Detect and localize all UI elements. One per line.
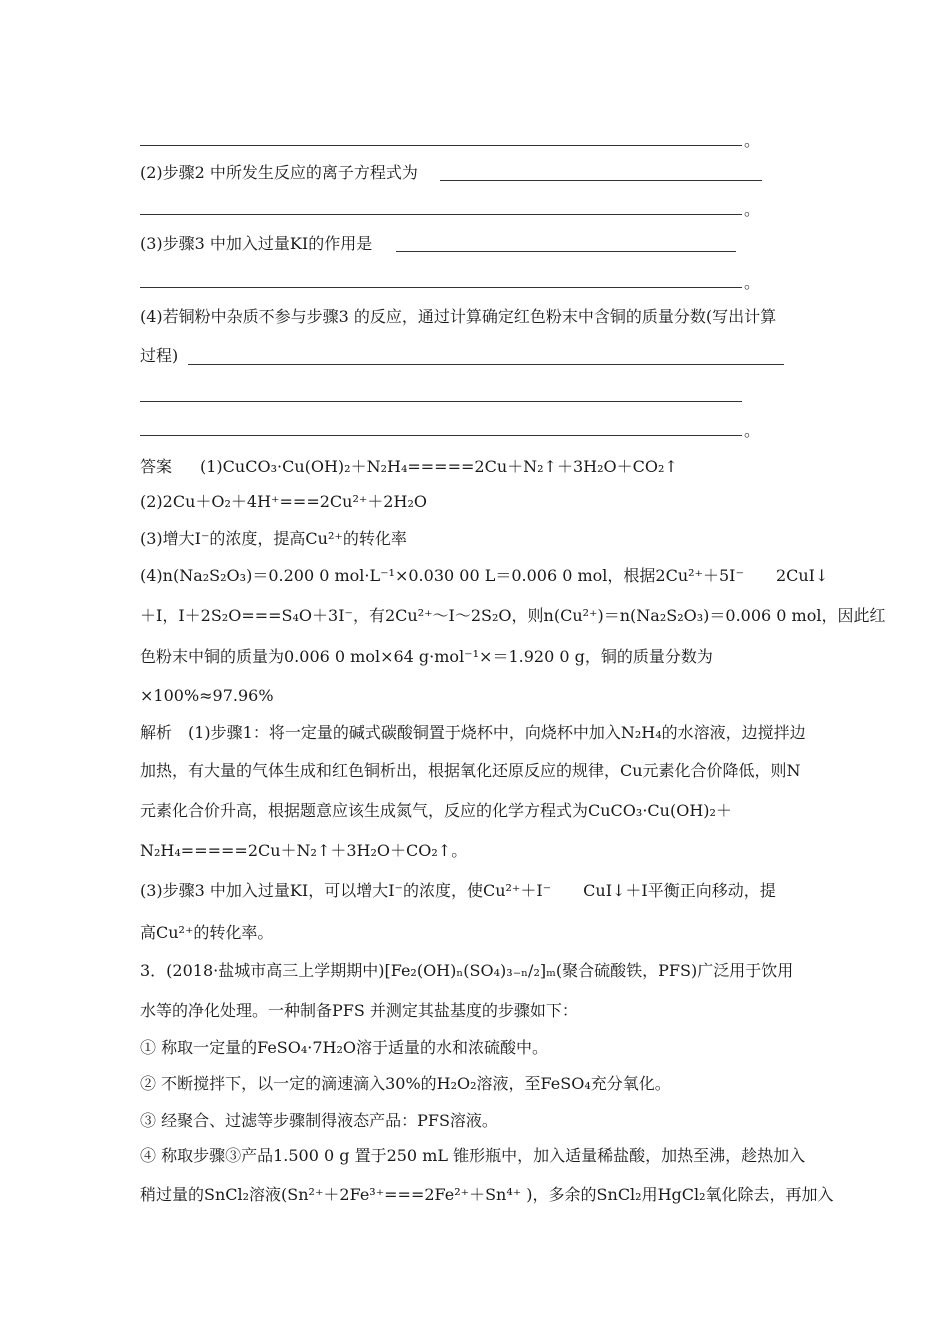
analysis-label: 解析 [140,723,173,742]
end-mark: 。 [744,421,761,440]
end-mark: 。 [744,200,761,219]
question3-line1: 3．(2018·盐城市高三上学期期中)[Fe₂(OH)ₙ(SO₄)₃₋ₙ/₂]ₘ(聚合硫酸铁，PFS)广泛用于饮用 [140,961,794,980]
answer-label: 答案 [140,457,173,476]
question3-line2: 水等的净化处理。一种制备PFS 并测定其盐基度的步骤如下： [140,1001,578,1020]
end-mark: 。 [744,273,761,292]
question-4-line1: (4)若铜粉中杂质不参与步骤3 的反应，通过计算确定红色粉末中含铜的质量分数(写出计算 [140,307,777,326]
answer-blank-line[interactable] [188,364,784,365]
answer-blank-line[interactable] [140,401,742,402]
end-mark: 。 [744,131,761,150]
answer-3: (3)增大I⁻的浓度，提高Cu²⁺的转化率 [140,529,407,548]
question3-step4-line1: ④ 称取步骤③产品1.500 0 g 置于250 mL 锥形瓶中，加入适量稀盐酸，加热至沸，趁热加入 [140,1146,806,1165]
analysis-line4: N₂H₄=====2Cu＋N₂↑＋3H₂O＋CO₂↑。 [140,841,468,860]
question-3-label: (3)步骤3 中加入过量KI的作用是 [140,234,373,253]
answer-4-line4: ×100%≈97.96% [140,686,274,705]
question-2-label: (2)步骤2 中所发生反应的离子方程式为 [140,163,418,182]
answer-4-line3: 色粉末中铜的质量为0.006 0 mol×64 g·mol⁻¹×＝1.920 0 g，铜的质量分数为 [140,647,713,666]
analysis-line6: 高Cu²⁺的转化率。 [140,923,274,942]
answer-1: (1)CuCO₃·Cu(OH)₂＋N₂H₄=====2Cu＋N₂↑＋3H₂O＋CO₂↑ [200,457,678,476]
question-4-line2: 过程) [140,346,179,365]
answer-blank-line[interactable] [140,435,742,436]
question3-step3: ③ 经聚合、过滤等步骤制得液态产品：PFS溶液。 [140,1111,498,1130]
answer-4-line1: (4)n(Na₂S₂O₃)＝0.200 0 mol·L⁻¹×0.030 00 L＝0.006 0 mol，根据2Cu²⁺＋5I⁻ 2CuI↓ [140,566,829,585]
analysis-line3: 元素化合价升高，根据题意应该生成氮气，反应的化学方程式为CuCO₃·Cu(OH)₂＋ [140,801,732,820]
answer-4-line2: ＋I，I＋2S₂O===S₄O＋3I⁻，有2Cu²⁺～I～2S₂O，则n(Cu²⁺)＝n(Na₂S₂O₃)＝0.006 0 mol，因此红 [140,606,886,625]
analysis-line2: 加热，有大量的气体生成和红色铜析出，根据氧化还原反应的规律，Cu元素化合价降低，则N [140,761,801,780]
answer-blank-line[interactable] [440,180,762,181]
analysis-line1: (1)步骤1：将一定量的碱式碳酸铜置于烧杯中，向烧杯中加入N₂H₄的水溶液，边搅拌边 [188,723,806,742]
answer-blank-line[interactable] [140,287,742,288]
question3-step2: ② 不断搅拌下，以一定的滴速滴入30%的H₂O₂溶液，至FeSO₄充分氧化。 [140,1074,671,1093]
question3-step4-line2: 稍过量的SnCl₂溶液(Sn²⁺＋2Fe³⁺===2Fe²⁺＋Sn⁴⁺ )，多余的SnCl₂用HgCl₂氧化除去，再加入 [140,1185,834,1204]
analysis-line5: (3)步骤3 中加入过量KI，可以增大I⁻的浓度，使Cu²⁺＋I⁻ CuI↓＋I平衡正向移动，提 [140,881,776,900]
answer-2: (2)2Cu＋O₂＋4H⁺===2Cu²⁺＋2H₂O [140,492,427,511]
answer-blank-line[interactable] [396,251,736,252]
question3-step1: ① 称取一定量的FeSO₄·7H₂O溶于适量的水和浓硫酸中。 [140,1038,549,1057]
answer-blank-line[interactable] [140,145,742,146]
answer-blank-line[interactable] [140,214,742,215]
